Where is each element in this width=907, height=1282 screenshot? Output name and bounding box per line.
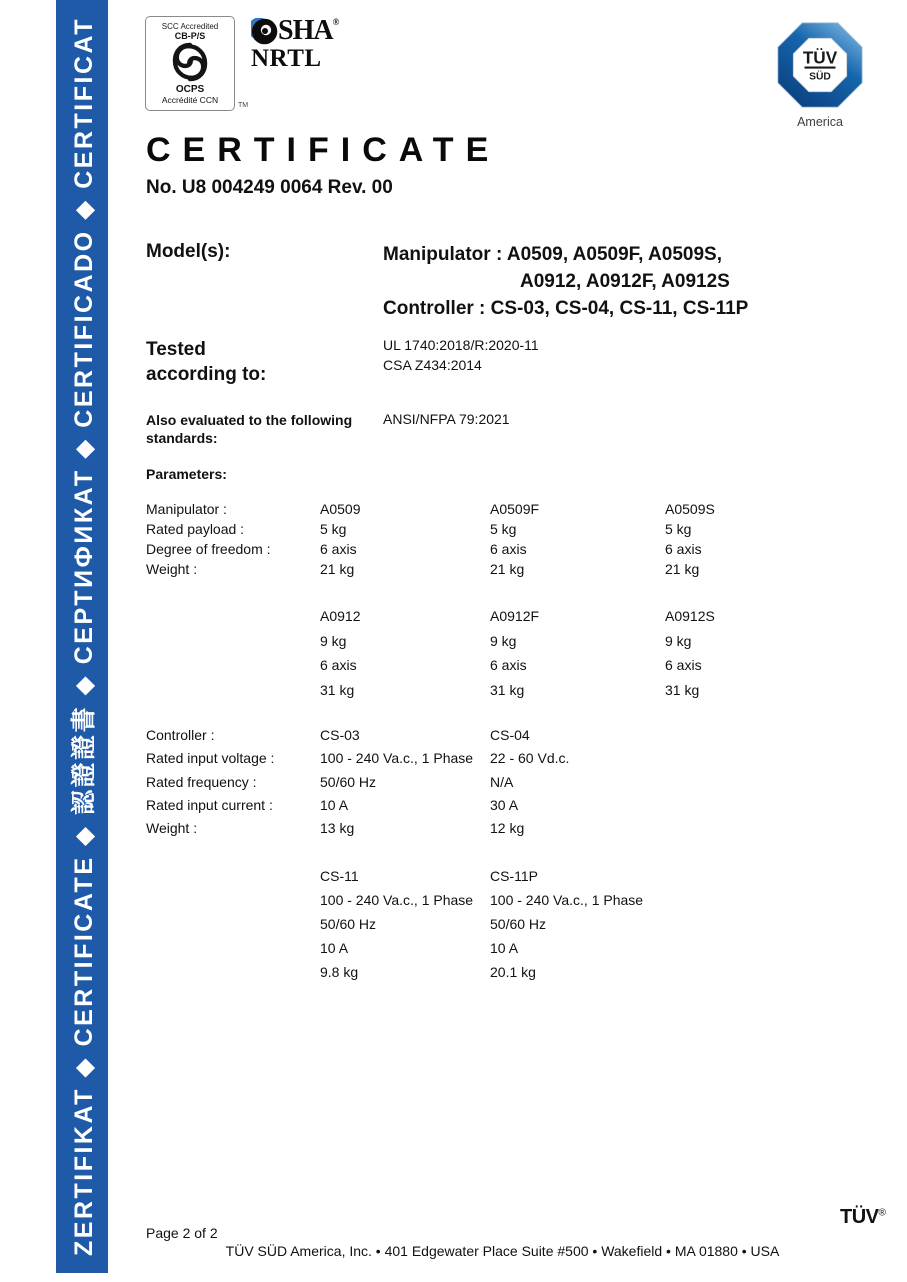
scc-cbps-label: CB-P/S	[174, 30, 206, 41]
also-evaluated-label: Also evaluated to the following standards:	[146, 412, 353, 446]
table-cell: 100 - 240 Va.c., 1 Phase	[320, 750, 474, 767]
tuv-logo-text: TÜV	[802, 47, 838, 68]
parameters-heading: Parameters:	[146, 466, 227, 482]
side-banner-text: ZERTIFIKAT ◆ CERTIFICATE ◆ 認證證書 ◆ СЕРТИФИКАТ ◆ CERTIFICADO ◆ CERTIFICAT	[70, 17, 98, 1256]
table-cell: CS-11	[320, 868, 359, 884]
table-cell: 10 A	[320, 796, 349, 813]
table-row	[146, 559, 715, 579]
table-row	[146, 771, 665, 794]
tested-standard-1: UL 1740:2018/R:2020-11	[383, 337, 539, 353]
table-row	[146, 499, 715, 519]
table-cell: CS-03	[320, 727, 360, 743]
table-cell: 5 kg	[665, 521, 692, 537]
scc-accreditation-logo	[145, 16, 235, 111]
table-cell: 20.1 kg	[490, 964, 536, 980]
table-row	[146, 629, 715, 654]
parameters-block-controller-cs11	[146, 864, 665, 984]
table-cell: 21 kg	[490, 561, 525, 577]
table-cell: CS-11P	[490, 868, 538, 884]
osha-o-icon	[251, 18, 278, 45]
parameters-block-controller-cs03-cs04	[146, 724, 665, 840]
table-row	[146, 936, 665, 960]
table-cell: A0912S	[665, 608, 715, 624]
table-cell: 30 A	[490, 796, 519, 813]
parameters-block-manipulator-a05	[146, 499, 715, 579]
table-cell: 100 - 240 Va.c., 1 Phase	[490, 892, 644, 908]
table-cell: 10 A	[320, 940, 349, 956]
table-row	[146, 519, 715, 539]
table-cell: 6 axis	[490, 541, 527, 557]
table-cell: 13 kg	[320, 820, 355, 837]
scc-ocps-label: OCPS	[175, 84, 205, 96]
table-row-label: Weight :	[146, 561, 198, 577]
osha-label: SHA	[278, 15, 333, 46]
table-row	[146, 539, 715, 559]
tested-according-label	[146, 337, 266, 387]
table-row	[146, 960, 665, 984]
table-cell: A0912F	[490, 608, 540, 624]
table-row	[146, 604, 715, 629]
table-cell: 5 kg	[320, 521, 347, 537]
table-cell: 10 A	[490, 940, 519, 956]
table-cell: 50/60 Hz	[490, 916, 547, 932]
nrtl-label: NRTL	[251, 45, 322, 72]
models-value	[383, 241, 748, 322]
scc-tm-mark: TM	[238, 102, 249, 109]
table-row	[146, 747, 665, 770]
table-row	[146, 653, 715, 678]
table-row-label: Weight :	[146, 820, 198, 837]
table-cell: 6 axis	[490, 657, 527, 673]
table-row	[146, 864, 665, 888]
osha-row	[251, 17, 339, 45]
osha-nrtl-logo	[251, 17, 339, 71]
scc-top-label: SCC Accredited	[161, 21, 219, 31]
certificate-number: No. U8 004249 0064 Rev. 00	[146, 177, 393, 198]
table-row	[146, 678, 715, 703]
table-cell: A0509S	[665, 501, 715, 517]
table-cell: 6 axis	[320, 657, 357, 673]
table-row-label: Controller :	[146, 727, 215, 743]
table-cell: 9 kg	[320, 632, 347, 649]
table-cell: 100 - 240 Va.c., 1 Phase	[320, 892, 474, 908]
tested-standard-2: CSA Z434:2014	[383, 356, 482, 373]
tested-standards	[383, 336, 539, 375]
table-cell: 6 axis	[320, 541, 357, 557]
also-evaluated-value: ANSI/NFPA 79:2021	[383, 411, 510, 427]
osha-registered-mark: ®	[332, 17, 340, 27]
table-cell: 50/60 Hz	[320, 916, 377, 932]
table-row	[146, 912, 665, 936]
tuv-sud-octagon-icon	[777, 22, 863, 108]
ocps-spiral-icon	[169, 41, 211, 83]
table-cell: A0912	[320, 608, 361, 624]
table-cell: 6 axis	[665, 657, 702, 673]
tuv-sud-logo	[770, 22, 870, 129]
table-cell: 6 axis	[665, 541, 702, 557]
table-row-label: Rated input voltage :	[146, 750, 275, 767]
table-row	[146, 724, 665, 747]
table-cell: 22 - 60 Vd.c.	[490, 750, 570, 767]
table-cell: 21 kg	[320, 561, 355, 577]
table-cell: N/A	[490, 773, 514, 790]
table-row	[146, 817, 665, 840]
models-line-1: Manipulator : A0509, A0509F, A0509S,	[383, 244, 722, 265]
table-cell: 31 kg	[665, 681, 700, 698]
table-cell: 9 kg	[665, 632, 692, 649]
page-title: CERTIFICATE	[146, 131, 501, 169]
table-row	[146, 888, 665, 912]
table-cell: 50/60 Hz	[320, 773, 377, 790]
tested-label-line2: according to:	[146, 364, 267, 385]
table-cell: 12 kg	[490, 820, 525, 837]
tested-label-line1: Tested	[146, 339, 206, 360]
table-cell: 9 kg	[490, 632, 517, 649]
sud-logo-text: SÜD	[809, 71, 831, 83]
table-cell: A0509F	[490, 501, 540, 517]
table-row	[146, 794, 665, 817]
table-row-label: Degree of freedom :	[146, 541, 271, 557]
footer-tuv-mark	[840, 1206, 885, 1229]
footer-page-number: Page 2 of 2	[146, 1225, 218, 1241]
footer-tuv-registered-mark: ®	[878, 1207, 886, 1219]
table-cell: 31 kg	[320, 681, 355, 698]
table-row-label: Manipulator :	[146, 501, 227, 517]
table-row-label: Rated payload :	[146, 521, 245, 537]
table-cell: 21 kg	[665, 561, 700, 577]
table-cell: A0509	[320, 501, 361, 517]
table-cell: 31 kg	[490, 681, 525, 698]
footer-tuv-text: TÜV	[840, 1206, 879, 1228]
table-cell: 5 kg	[490, 521, 517, 537]
models-line-3: Controller : CS-03, CS-04, CS-11, CS-11P	[383, 298, 749, 319]
tuv-region-label: America	[797, 115, 843, 129]
table-cell: CS-04	[490, 727, 530, 743]
table-cell: 9.8 kg	[320, 964, 359, 980]
table-row-label: Rated frequency :	[146, 773, 257, 790]
models-line-2: A0912, A0912F, A0912S	[520, 271, 730, 292]
footer-address: TÜV SÜD America, Inc. • 401 Edgewater Place Suite #500 • Wakefield • MA 01880 • USA	[225, 1243, 780, 1259]
parameters-block-manipulator-a09	[146, 604, 715, 702]
models-label: Model(s):	[146, 241, 231, 262]
table-row-label: Rated input current :	[146, 796, 273, 813]
scc-bottom-label: Accrédité CCN	[161, 94, 219, 105]
